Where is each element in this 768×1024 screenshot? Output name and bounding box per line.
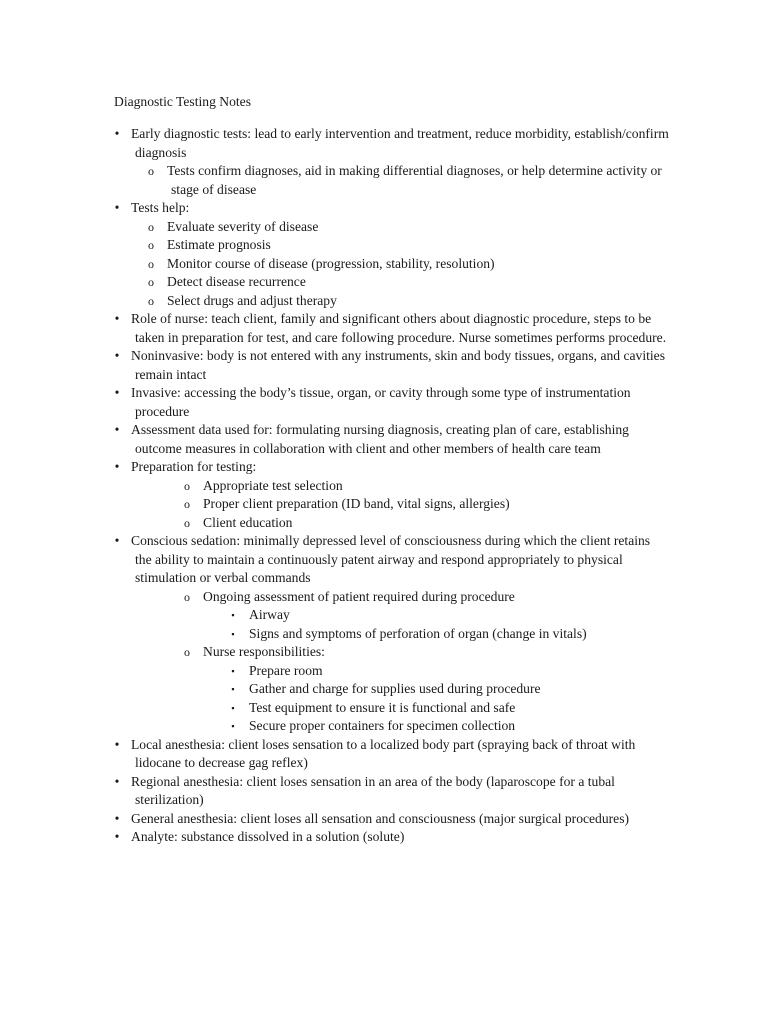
list-item (110, 421, 670, 458)
list-item (182, 477, 670, 496)
list-item (228, 717, 670, 736)
list-item (182, 643, 670, 662)
bullet-square-icon: ▪ (231, 684, 235, 694)
list-item-text: Prepare room (249, 662, 323, 678)
list-item-text: Monitor course of disease (progression, stability, resolution) (167, 255, 495, 271)
bullet-square-icon: ▪ (231, 610, 235, 620)
list-item (110, 773, 670, 810)
list-item (182, 514, 670, 533)
bullet-circle-icon: o (184, 478, 190, 493)
bullet-dot-icon: • (114, 385, 120, 400)
bullet-dot-icon: • (114, 533, 120, 548)
list-item (146, 162, 670, 199)
list-item (110, 125, 670, 162)
list-item-text: Estimate prognosis (167, 237, 271, 252)
list-item-text: Proper client preparation (ID band, vital signs, allergies) (203, 496, 510, 511)
list-item (110, 310, 670, 347)
list-item-text: Local anesthesia: client loses sensation to a localized body part (spraying back of throat with lidocane to decrease gag reflex) (131, 736, 636, 770)
bullet-circle-icon: o (148, 238, 154, 252)
bullet-square-icon: ▪ (231, 721, 235, 731)
list-item (146, 292, 670, 311)
list-item-text: Ongoing assessment of patient required during procedure (203, 588, 515, 604)
bullet-circle-icon: o (184, 497, 190, 511)
bullet-dot-icon: • (114, 459, 120, 474)
list-item-text: Airway (249, 607, 290, 622)
list-item (146, 273, 670, 292)
list-item (110, 736, 670, 773)
list-item (228, 680, 670, 699)
list-item-text: General anesthesia: client loses all sensation and consciousness (major surgical procedures) (131, 810, 630, 826)
list-item (182, 588, 670, 607)
bullet-dot-icon: • (114, 311, 120, 326)
list-item (110, 347, 670, 384)
bullet-dot-icon: • (114, 126, 120, 141)
list-item-text: Secure proper containers for specimen collection (249, 718, 516, 733)
list-item (228, 662, 670, 681)
document-title: Diagnostic Testing Notes (114, 94, 251, 109)
list-item-text: Gather and charge for supplies used during procedure (249, 681, 541, 696)
list-item-text: Tests help: (131, 200, 190, 215)
bullet-dot-icon: • (114, 810, 120, 826)
list-item (182, 495, 670, 514)
bullet-dot-icon: • (114, 348, 120, 363)
list-item (228, 699, 670, 718)
list-item-text: Preparation for testing: (131, 459, 257, 474)
list-item-text: Client education (203, 514, 293, 530)
list-item (110, 458, 670, 477)
list-item (110, 199, 670, 218)
list-item-text: Evaluate severity of disease (167, 218, 319, 234)
list-item (110, 384, 670, 421)
list-item-text: Test equipment to ensure it is functional and safe (249, 699, 516, 715)
bullet-circle-icon: o (184, 645, 190, 659)
bullet-square-icon: ▪ (231, 628, 235, 639)
list-item (110, 828, 670, 847)
list-item (228, 606, 670, 625)
bullet-square-icon: ▪ (231, 665, 235, 676)
list-item (146, 236, 670, 255)
bullet-circle-icon: o (184, 515, 190, 530)
list-item-text: Regional anesthesia: client loses sensation in an area of the body (laparoscope for a tubal sterilization) (131, 773, 615, 807)
bullet-dot-icon: • (114, 773, 120, 789)
list-item-text: Nurse responsibilities: (203, 644, 325, 659)
list-item (146, 218, 670, 237)
bullet-circle-icon: o (148, 293, 154, 308)
list-item-text: Invasive: accessing the body’s tissue, organ, or cavity through some type of instrumentation procedure (131, 385, 631, 419)
notes-list (110, 125, 670, 847)
list-item-text: Tests confirm diagnoses, aid in making differential diagnoses, or help determine activity or stage of disease (167, 163, 662, 197)
list-item-text: Early diagnostic tests: lead to early intervention and treatment, reduce morbidity, establish/confirm diagnosis (131, 126, 669, 160)
bullet-circle-icon: o (148, 164, 154, 178)
list-item (228, 625, 670, 644)
bullet-circle-icon: o (148, 275, 154, 289)
list-item-text: Analyte: substance dissolved in a solution (solute) (131, 829, 405, 844)
list-item-text: Role of nurse: teach client, family and significant others about diagnostic procedure, steps to be taken in preparation for test, and care following procedure. Nurse sometimes performs procedure. (131, 311, 667, 345)
list-item-text: Noninvasive: body is not entered with any instruments, skin and body tissues, organs, and cavities remain intact (131, 348, 665, 382)
bullet-square-icon: ▪ (231, 702, 235, 713)
bullet-circle-icon: o (148, 219, 154, 234)
list-item-text: Detect disease recurrence (167, 274, 306, 289)
bullet-dot-icon: • (114, 829, 120, 844)
bullet-dot-icon: • (114, 200, 120, 215)
list-item (110, 810, 670, 829)
list-item-text: Conscious sedation: minimally depressed level of consciousness during which the client retains the ability to maintain a continuously patent airway and respond appropriately to physical stimulation or verbal commands (131, 533, 651, 585)
list-item (110, 532, 670, 588)
list-item-text: Assessment data used for: formulating nursing diagnosis, creating plan of care, establishing outcome measures in collaboration with client and other members of health care team (131, 422, 629, 456)
bullet-dot-icon: • (114, 736, 120, 752)
bullet-dot-icon: • (114, 422, 120, 437)
list-item-text: Select drugs and adjust therapy (167, 292, 337, 308)
list-item-text: Signs and symptoms of perforation of organ (change in vitals) (249, 625, 587, 641)
list-item-text: Appropriate test selection (203, 477, 343, 493)
bullet-circle-icon: o (148, 256, 154, 271)
bullet-circle-icon: o (184, 589, 190, 604)
list-item (146, 255, 670, 274)
